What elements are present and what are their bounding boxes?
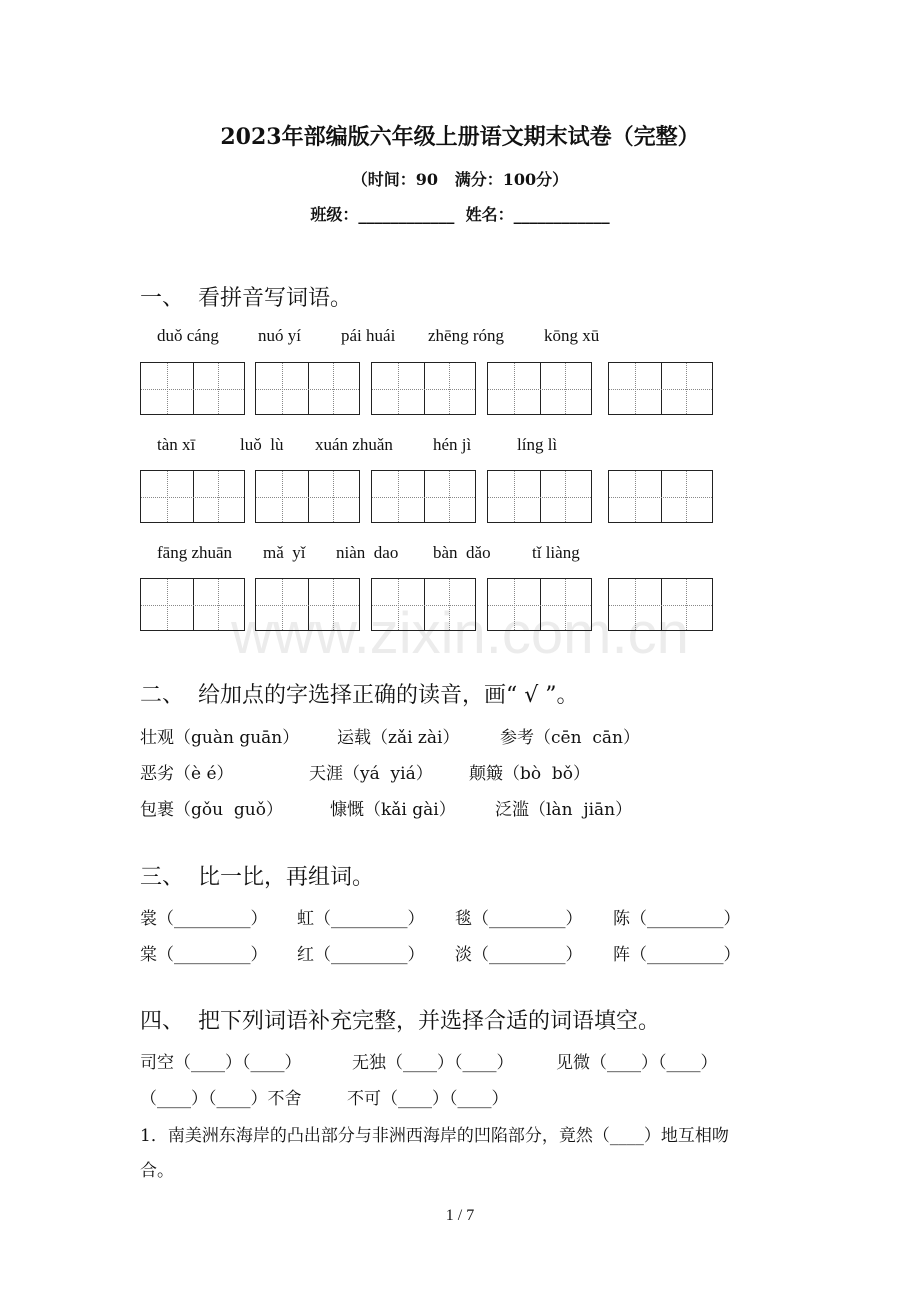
question-1-line-2: 合。 <box>140 1161 174 1181</box>
choice-3-1: 包裹（gǒu guǒ） <box>140 800 283 820</box>
section-2-heading: 二、 给加点的字选择正确的读音，画“ √ ”。 <box>140 683 579 708</box>
choice-2-3: 颠簸（bò bǒ） <box>469 764 591 784</box>
writing-box <box>255 470 360 523</box>
pinyin-3-5: tǐ liàng <box>532 543 580 562</box>
pinyin-3-3: niàn dao <box>336 543 399 562</box>
writing-box <box>255 578 360 631</box>
idiom-1: 司空（____）（____） <box>140 1053 302 1073</box>
pinyin-1-1: duǒ cáng <box>157 326 219 345</box>
writing-box <box>608 362 713 415</box>
pinyin-3-1: fāng zhuān <box>157 543 233 562</box>
compare-2-4: 阵（_________） <box>613 945 741 965</box>
pinyin-2-5: líng lì <box>517 435 558 454</box>
writing-box <box>487 578 592 631</box>
idiom-2: 无独（____）（____） <box>352 1053 514 1073</box>
question-1-line-1: 1．南美洲东海岸的凸出部分与非洲西海岸的凹陷部分，竟然（____）地互相吻 <box>140 1126 729 1146</box>
idiom-3: 见微（____）（____） <box>556 1053 718 1073</box>
section-3-heading: 三、 比一比，再组词。 <box>140 865 374 890</box>
writing-box <box>371 470 476 523</box>
pinyin-1-2: nuó yí <box>258 326 301 345</box>
page-number: 1 / 7 <box>445 1207 475 1224</box>
pinyin-1-4: zhēng róng <box>428 326 505 345</box>
writing-box <box>487 362 592 415</box>
pinyin-2-1: tàn xī <box>157 435 196 454</box>
choice-3-2: 慷慨（kǎi gài） <box>330 800 456 820</box>
pinyin-2-3: xuán zhuǎn <box>315 435 393 454</box>
writing-box <box>140 362 245 415</box>
writing-box <box>140 578 245 631</box>
choice-1-3: 参考（cēn cān） <box>500 728 640 748</box>
section-1-heading: 一、 看拼音写词语。 <box>140 286 352 311</box>
pinyin-1-5: kōng xū <box>544 326 600 345</box>
choice-1-1: 壮观（guàn guān） <box>140 728 300 748</box>
writing-box <box>608 470 713 523</box>
compare-1-2: 虹（_________） <box>297 909 425 929</box>
choice-3-3: 泛滥（làn jiān） <box>495 800 633 820</box>
choice-2-1: 恶劣（è é） <box>140 764 234 784</box>
writing-box <box>255 362 360 415</box>
choice-1-2: 运载（zǎi zài） <box>337 728 460 748</box>
compare-1-1: 裳（_________） <box>140 909 268 929</box>
exam-info: （时间：90 满分：100分） <box>351 170 569 189</box>
pinyin-2-4: hén jì <box>433 435 472 454</box>
writing-box <box>140 470 245 523</box>
class-name-line: 班级：____________ 姓名：____________ <box>310 205 610 224</box>
watermark: www.zixin.com.cn <box>231 601 689 666</box>
writing-box <box>371 578 476 631</box>
pinyin-2-2: luǒ lù <box>240 435 284 454</box>
page-title: 2023年部编版六年级上册语文期末试卷（完整） <box>220 124 700 150</box>
writing-box <box>608 578 713 631</box>
idiom-5: 不可（____）（____） <box>347 1089 509 1109</box>
writing-box <box>371 362 476 415</box>
pinyin-3-4: bàn dǎo <box>433 543 491 562</box>
writing-box <box>487 470 592 523</box>
compare-2-1: 棠（_________） <box>140 945 268 965</box>
compare-2-3: 淡（_________） <box>455 945 583 965</box>
choice-2-2: 天涯（yá yiá） <box>309 764 433 784</box>
compare-2-2: 红（_________） <box>297 945 425 965</box>
pinyin-1-3: pái huái <box>341 326 396 345</box>
pinyin-3-2: mǎ yǐ <box>263 543 306 562</box>
section-4-heading: 四、 把下列词语补充完整，并选择合适的词语填空。 <box>140 1009 660 1034</box>
idiom-4: （____）（____）不舍 <box>140 1089 302 1109</box>
compare-1-4: 陈（_________） <box>613 909 741 929</box>
compare-1-3: 毯（_________） <box>455 909 583 929</box>
